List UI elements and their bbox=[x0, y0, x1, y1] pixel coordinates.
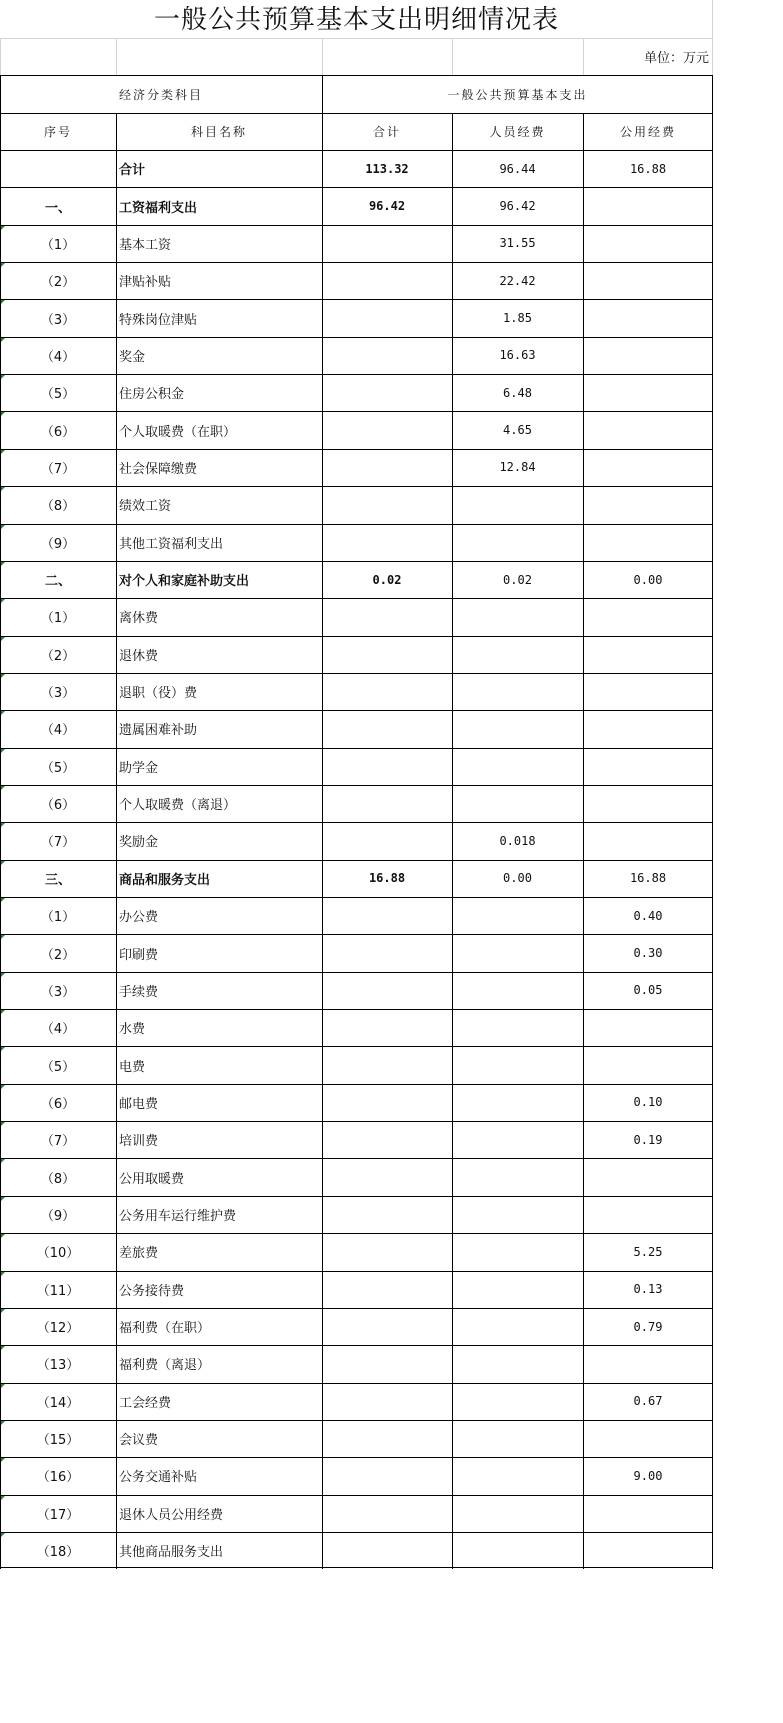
row-personnel bbox=[452, 486, 583, 523]
row-seq: （18） bbox=[36, 1545, 80, 1561]
row-name: 退休人员公用经费 bbox=[119, 1507, 224, 1523]
row-total bbox=[322, 972, 452, 1009]
grid-line bbox=[116, 113, 117, 1569]
row-total bbox=[322, 1158, 452, 1195]
row-personnel bbox=[452, 1420, 583, 1457]
row-personnel bbox=[452, 710, 583, 747]
row-total bbox=[322, 785, 452, 822]
row-personnel: 22.42 bbox=[499, 273, 536, 288]
row-personnel: 12.84 bbox=[499, 460, 536, 475]
row-total bbox=[322, 1084, 452, 1121]
row-public: 0.19 bbox=[633, 1132, 663, 1147]
grid-line bbox=[583, 113, 584, 1569]
row-name: 培训费 bbox=[119, 1134, 159, 1150]
grid-line bbox=[0, 636, 713, 637]
row-public bbox=[583, 337, 713, 374]
cell-marker-icon bbox=[1, 1309, 5, 1313]
cell-marker-icon bbox=[1, 711, 5, 715]
cell-marker-icon bbox=[1, 226, 5, 230]
header-public: 公用经费 bbox=[619, 125, 676, 139]
row-total bbox=[322, 1383, 452, 1420]
cell-marker-icon bbox=[1, 450, 5, 454]
grid-line bbox=[0, 1233, 713, 1234]
row-public: 0.30 bbox=[633, 946, 663, 961]
row-seq: （4） bbox=[40, 723, 76, 739]
row-public bbox=[583, 187, 713, 224]
row-seq: （3） bbox=[40, 984, 76, 1000]
row-name: 绩效工资 bbox=[119, 499, 172, 515]
grid-line bbox=[0, 1532, 713, 1533]
row-name: 办公费 bbox=[119, 910, 159, 926]
row-personnel bbox=[452, 1233, 583, 1270]
row-personnel: 16.63 bbox=[499, 348, 536, 363]
header-group-expenditure: 一般公共预算基本支出 bbox=[447, 87, 588, 102]
row-personnel bbox=[452, 1009, 583, 1046]
grid-line bbox=[0, 598, 713, 599]
row-name: 公用取暖费 bbox=[119, 1171, 185, 1187]
row-public: 9.00 bbox=[633, 1468, 663, 1483]
row-seq: （5） bbox=[40, 387, 76, 403]
cell-marker-icon bbox=[1, 1197, 5, 1201]
row-total bbox=[322, 1271, 452, 1308]
row-seq: （1） bbox=[40, 237, 76, 253]
grid-line bbox=[322, 113, 323, 1569]
row-personnel bbox=[452, 1121, 583, 1158]
cell-marker-icon bbox=[1, 599, 5, 603]
row-public bbox=[583, 524, 713, 561]
row-public bbox=[583, 1345, 713, 1382]
row-seq: （17） bbox=[36, 1507, 80, 1523]
grid-line bbox=[0, 860, 713, 861]
cell-marker-icon bbox=[1, 973, 5, 977]
grid-line bbox=[0, 374, 713, 375]
row-personnel bbox=[452, 1196, 583, 1233]
cell-marker-icon bbox=[1, 823, 5, 827]
row-total bbox=[322, 1196, 452, 1233]
row-total bbox=[322, 822, 452, 859]
row-seq: （11） bbox=[36, 1283, 80, 1299]
row-seq: （13） bbox=[36, 1358, 80, 1374]
row-total bbox=[322, 710, 452, 747]
cell-marker-icon bbox=[1, 525, 5, 529]
row-public bbox=[583, 449, 713, 486]
row-total bbox=[322, 374, 452, 411]
row-name: 津贴补贴 bbox=[119, 275, 172, 291]
row-public bbox=[583, 225, 713, 262]
grid-line bbox=[0, 449, 713, 450]
row-public: 0.13 bbox=[633, 1282, 663, 1297]
row-personnel: 96.42 bbox=[499, 199, 536, 214]
row-personnel bbox=[452, 1158, 583, 1195]
row-public bbox=[583, 1495, 713, 1532]
row-personnel bbox=[452, 1383, 583, 1420]
row-public bbox=[583, 1046, 713, 1083]
row-personnel bbox=[452, 524, 583, 561]
cell-marker-icon bbox=[1, 674, 5, 678]
row-personnel bbox=[452, 1046, 583, 1083]
row-total bbox=[322, 897, 452, 934]
grid-line bbox=[322, 38, 323, 75]
row-total bbox=[322, 1308, 452, 1345]
cell-marker-icon bbox=[1, 1234, 5, 1238]
row-name: 对个人和家庭补助支出 bbox=[119, 574, 250, 590]
cell-marker-icon bbox=[1, 1159, 5, 1163]
row-public bbox=[583, 411, 713, 448]
row-personnel bbox=[452, 1271, 583, 1308]
row-total: 96.42 bbox=[368, 199, 406, 214]
grid-line bbox=[0, 262, 713, 263]
grid-line bbox=[0, 710, 713, 711]
cell-marker-icon bbox=[1, 637, 5, 641]
row-personnel bbox=[452, 1495, 583, 1532]
row-total bbox=[322, 524, 452, 561]
row-total: 16.88 bbox=[368, 871, 406, 886]
row-name: 工会经费 bbox=[119, 1395, 172, 1411]
row-personnel: 0.018 bbox=[499, 833, 536, 848]
grid-line bbox=[0, 1196, 713, 1197]
row-seq: （1） bbox=[40, 611, 76, 627]
grid-line bbox=[116, 38, 117, 75]
cell-marker-icon bbox=[1, 861, 5, 865]
cell-marker-icon bbox=[1, 412, 5, 416]
row-personnel bbox=[452, 673, 583, 710]
grid-line bbox=[0, 1567, 713, 1568]
row-seq: （5） bbox=[40, 1059, 76, 1075]
cell-marker-icon bbox=[1, 263, 5, 267]
cell-marker-icon bbox=[1, 1421, 5, 1425]
row-total bbox=[322, 1532, 452, 1569]
grid-line bbox=[0, 75, 713, 76]
row-seq bbox=[0, 150, 116, 187]
row-public bbox=[583, 299, 713, 336]
row-personnel bbox=[452, 636, 583, 673]
row-name: 合计 bbox=[119, 163, 146, 179]
grid-line bbox=[0, 1046, 713, 1047]
row-public bbox=[583, 598, 713, 635]
row-seq: （9） bbox=[40, 536, 76, 552]
row-seq: 二、 bbox=[44, 574, 71, 590]
grid-line bbox=[0, 748, 713, 749]
row-name: 福利费（离退） bbox=[119, 1358, 211, 1374]
row-total bbox=[322, 299, 452, 336]
row-total bbox=[322, 449, 452, 486]
row-seq: （7） bbox=[40, 835, 76, 851]
row-public bbox=[583, 822, 713, 859]
row-name: 公务交通补贴 bbox=[119, 1470, 198, 1486]
row-personnel: 31.55 bbox=[499, 236, 536, 251]
row-public bbox=[583, 1196, 713, 1233]
row-total: 113.32 bbox=[365, 161, 409, 176]
cell-marker-icon bbox=[1, 1272, 5, 1276]
row-total bbox=[322, 1457, 452, 1494]
row-seq: （4） bbox=[40, 1022, 76, 1038]
row-personnel bbox=[452, 972, 583, 1009]
row-seq: （6） bbox=[40, 798, 76, 814]
row-personnel: 4.65 bbox=[503, 423, 532, 438]
row-public: 16.88 bbox=[629, 871, 667, 886]
row-seq: （9） bbox=[40, 1208, 76, 1224]
grid-line bbox=[0, 934, 713, 935]
row-public: 0.10 bbox=[633, 1095, 663, 1110]
row-seq: 一、 bbox=[44, 200, 71, 216]
row-public bbox=[583, 785, 713, 822]
row-name: 奖金 bbox=[119, 349, 146, 365]
row-seq: （8） bbox=[40, 499, 76, 515]
row-public: 0.79 bbox=[633, 1319, 663, 1334]
cell-marker-icon bbox=[1, 1085, 5, 1089]
row-seq: （6） bbox=[40, 424, 76, 440]
cell-marker-icon bbox=[1, 786, 5, 790]
grid-line bbox=[0, 1121, 713, 1122]
row-total bbox=[322, 1345, 452, 1382]
grid-line bbox=[0, 38, 1, 75]
row-name: 退休费 bbox=[119, 648, 159, 664]
row-name: 邮电费 bbox=[119, 1096, 159, 1112]
grid-line bbox=[0, 897, 713, 898]
grid-line bbox=[0, 1308, 713, 1309]
row-seq: （14） bbox=[36, 1395, 80, 1411]
row-total bbox=[322, 1420, 452, 1457]
row-public bbox=[583, 1532, 713, 1569]
row-personnel bbox=[452, 785, 583, 822]
cell-marker-icon bbox=[1, 1122, 5, 1126]
row-name: 商品和服务支出 bbox=[119, 872, 211, 888]
row-total bbox=[322, 486, 452, 523]
row-seq: （16） bbox=[36, 1470, 80, 1486]
cell-marker-icon bbox=[1, 898, 5, 902]
cell-marker-icon bbox=[1, 1458, 5, 1462]
row-name: 公务接待费 bbox=[119, 1283, 185, 1299]
row-name: 水费 bbox=[119, 1022, 146, 1038]
row-seq: （8） bbox=[40, 1171, 76, 1187]
row-total bbox=[322, 1233, 452, 1270]
row-personnel: 0.00 bbox=[503, 871, 532, 886]
row-name: 住房公积金 bbox=[119, 387, 185, 403]
row-name: 福利费（在职） bbox=[119, 1321, 211, 1337]
grid-line bbox=[0, 1383, 713, 1384]
row-personnel bbox=[452, 1457, 583, 1494]
row-public: 16.88 bbox=[629, 161, 667, 176]
grid-line bbox=[712, 75, 713, 1569]
row-total: 0.02 bbox=[372, 572, 402, 587]
cell-marker-icon bbox=[1, 749, 5, 753]
row-seq: 三、 bbox=[44, 872, 71, 888]
row-total bbox=[322, 411, 452, 448]
grid-line bbox=[0, 561, 713, 562]
row-public bbox=[583, 1420, 713, 1457]
grid-line bbox=[0, 1084, 713, 1085]
row-personnel: 0.02 bbox=[503, 572, 532, 587]
row-public bbox=[583, 1158, 713, 1195]
row-name: 助学金 bbox=[119, 760, 159, 776]
row-total bbox=[322, 598, 452, 635]
cell-marker-icon bbox=[1, 1384, 5, 1388]
grid-line bbox=[0, 1158, 713, 1159]
grid-line bbox=[0, 337, 713, 338]
grid-line bbox=[0, 1457, 713, 1458]
cell-marker-icon bbox=[1, 1533, 5, 1537]
grid-line bbox=[0, 785, 713, 786]
row-seq: （6） bbox=[40, 1096, 76, 1112]
row-name: 印刷费 bbox=[119, 947, 159, 963]
row-name: 遗属困难补助 bbox=[119, 723, 198, 739]
row-personnel bbox=[452, 934, 583, 971]
row-seq: （7） bbox=[40, 461, 76, 477]
row-name: 基本工资 bbox=[119, 237, 172, 253]
grid-line bbox=[452, 38, 453, 75]
row-total bbox=[322, 1009, 452, 1046]
row-public bbox=[583, 673, 713, 710]
cell-marker-icon bbox=[1, 1496, 5, 1500]
header-seq: 序号 bbox=[43, 125, 72, 139]
row-seq: （2） bbox=[40, 275, 76, 291]
cell-marker-icon bbox=[1, 935, 5, 939]
grid-line bbox=[0, 822, 713, 823]
row-seq: （2） bbox=[40, 648, 76, 664]
row-seq: （7） bbox=[40, 1134, 76, 1150]
row-name: 社会保障缴费 bbox=[119, 461, 198, 477]
grid-line bbox=[0, 673, 713, 674]
grid-line bbox=[0, 972, 713, 973]
cell-marker-icon bbox=[1, 487, 5, 491]
row-total bbox=[322, 934, 452, 971]
row-personnel bbox=[452, 1308, 583, 1345]
row-personnel bbox=[452, 748, 583, 785]
grid-line bbox=[0, 1495, 713, 1496]
row-name: 公务用车运行维护费 bbox=[119, 1208, 237, 1224]
row-personnel: 96.44 bbox=[499, 161, 536, 176]
cell-marker-icon bbox=[1, 562, 5, 566]
row-name: 其他商品服务支出 bbox=[119, 1545, 224, 1561]
row-name: 奖励金 bbox=[119, 835, 159, 851]
page-title: 一般公共预算基本支出明细情况表 bbox=[153, 5, 559, 35]
cell-marker-icon bbox=[1, 300, 5, 304]
header-group-classification: 经济分类科目 bbox=[118, 87, 203, 102]
row-public: 0.40 bbox=[633, 908, 663, 923]
row-name: 工资福利支出 bbox=[119, 200, 198, 216]
row-name: 电费 bbox=[119, 1059, 146, 1075]
row-personnel bbox=[452, 1084, 583, 1121]
grid-line bbox=[0, 486, 713, 487]
cell-marker-icon bbox=[1, 338, 5, 342]
row-public bbox=[583, 486, 713, 523]
grid-line bbox=[0, 524, 713, 525]
cell-marker-icon bbox=[1, 1010, 5, 1014]
row-total bbox=[322, 262, 452, 299]
row-public bbox=[583, 748, 713, 785]
row-name: 差旅费 bbox=[119, 1246, 159, 1262]
row-total bbox=[322, 1121, 452, 1158]
grid-line bbox=[0, 75, 1, 1569]
header-total: 合计 bbox=[372, 125, 401, 139]
grid-line bbox=[452, 113, 453, 1569]
cell-marker-icon bbox=[1, 1047, 5, 1051]
grid-line bbox=[0, 150, 713, 151]
grid-line bbox=[0, 1009, 713, 1010]
row-seq: （1） bbox=[40, 910, 76, 926]
cell-marker-icon bbox=[1, 1346, 5, 1350]
row-public bbox=[583, 636, 713, 673]
row-personnel bbox=[452, 897, 583, 934]
row-total bbox=[322, 673, 452, 710]
row-personnel: 1.85 bbox=[503, 311, 532, 326]
row-total bbox=[322, 337, 452, 374]
row-seq: （2） bbox=[40, 947, 76, 963]
row-public bbox=[583, 1009, 713, 1046]
row-personnel bbox=[452, 1532, 583, 1569]
row-seq: （4） bbox=[40, 349, 76, 365]
row-name: 特殊岗位津贴 bbox=[119, 312, 198, 328]
row-personnel bbox=[452, 1345, 583, 1382]
grid-line bbox=[0, 1420, 713, 1421]
row-name: 退职（役）费 bbox=[119, 686, 198, 702]
grid-line bbox=[0, 187, 713, 188]
grid-line bbox=[0, 113, 713, 114]
row-total bbox=[322, 1046, 452, 1083]
row-name: 其他工资福利支出 bbox=[119, 536, 224, 552]
row-public bbox=[583, 262, 713, 299]
grid-line bbox=[0, 299, 713, 300]
row-total bbox=[322, 636, 452, 673]
row-seq: （3） bbox=[40, 686, 76, 702]
row-personnel bbox=[452, 598, 583, 635]
row-personnel: 6.48 bbox=[503, 385, 532, 400]
row-total bbox=[322, 748, 452, 785]
row-public: 0.67 bbox=[633, 1394, 663, 1409]
row-name: 会议费 bbox=[119, 1433, 159, 1449]
grid-line bbox=[0, 225, 713, 226]
row-seq: （10） bbox=[36, 1246, 80, 1262]
cell-marker-icon bbox=[1, 375, 5, 379]
row-total bbox=[322, 1495, 452, 1532]
row-name: 手续费 bbox=[119, 984, 159, 1000]
header-personnel: 人员经费 bbox=[489, 125, 546, 139]
row-total bbox=[322, 225, 452, 262]
grid-line bbox=[322, 75, 323, 113]
grid-line bbox=[0, 1271, 713, 1272]
row-seq: （15） bbox=[36, 1433, 80, 1449]
row-name: 个人取暖费（离退） bbox=[119, 798, 237, 814]
grid-line bbox=[0, 1345, 713, 1346]
row-seq: （3） bbox=[40, 312, 76, 328]
row-seq: （5） bbox=[40, 760, 76, 776]
row-seq: （12） bbox=[36, 1321, 80, 1337]
grid-line bbox=[0, 411, 713, 412]
row-name: 个人取暖费（在职） bbox=[119, 424, 237, 440]
row-name: 离休费 bbox=[119, 611, 159, 627]
unit-label: 单位：万元 bbox=[643, 51, 709, 66]
row-public: 0.05 bbox=[633, 983, 663, 998]
row-public bbox=[583, 710, 713, 747]
row-public: 5.25 bbox=[633, 1244, 663, 1259]
row-public: 0.00 bbox=[633, 572, 663, 587]
row-public bbox=[583, 374, 713, 411]
header-name: 科目名称 bbox=[190, 125, 247, 139]
